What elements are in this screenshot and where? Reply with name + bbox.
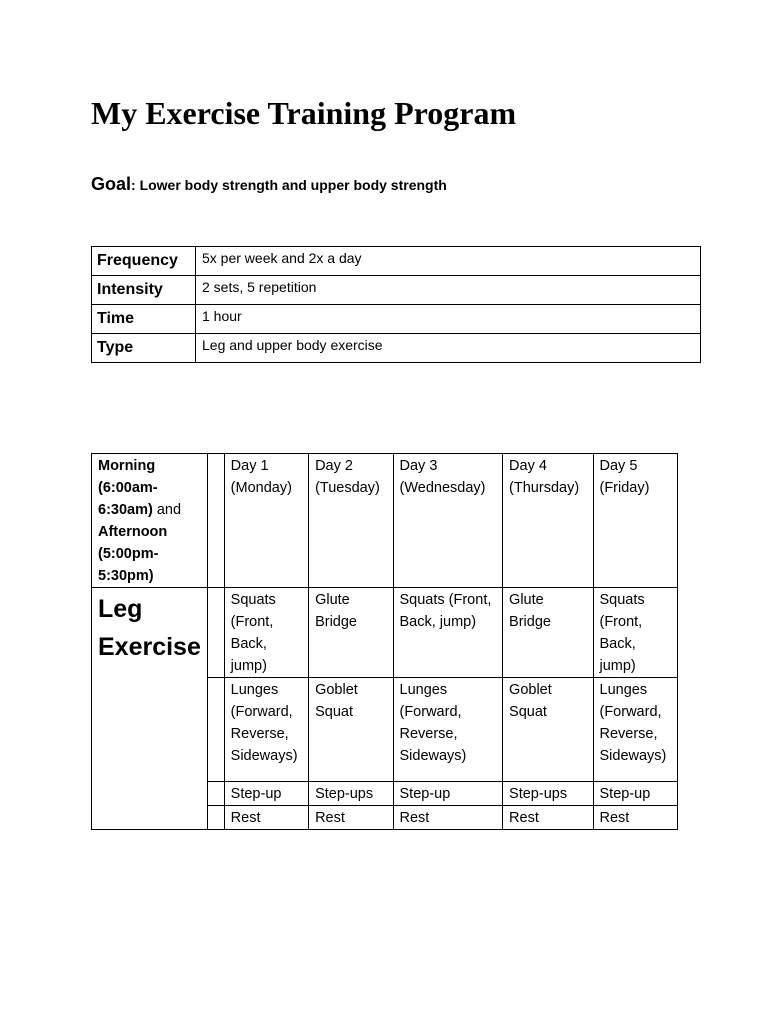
day-header — [393, 454, 503, 588]
summary-row — [92, 334, 701, 363]
summary-value: 1 hour — [196, 305, 701, 334]
exercise-cell: Lunges (Forward, Reverse, Sideways) — [593, 678, 678, 782]
exercise-cell: Lunges (Forward, Reverse, Sideways) — [224, 678, 308, 782]
day-name: (Friday) — [599, 480, 650, 496]
exercise-row — [92, 588, 678, 678]
exercise-cell: Rest — [224, 806, 308, 830]
spacer-cell — [207, 454, 224, 588]
day-header — [593, 454, 678, 588]
category-label: Leg Exercise — [92, 588, 208, 830]
exercise-cell: Step-up — [593, 782, 678, 806]
and-label: and — [152, 502, 182, 518]
goal-line — [91, 174, 447, 195]
exercise-cell: Glute Bridge — [503, 588, 593, 678]
day-number: Day 4 — [509, 458, 547, 474]
day-name: (Wednesday) — [399, 480, 486, 496]
day-name: (Tuesday) — [315, 480, 380, 496]
day-number: Day 3 — [399, 458, 438, 474]
day-number: Day 2 — [315, 458, 353, 474]
spacer-cell — [207, 588, 224, 678]
session-times-cell — [92, 454, 208, 588]
summary-table — [91, 246, 701, 363]
exercise-cell: Squats (Front, Back, jump) — [393, 588, 503, 678]
spacer-cell — [207, 782, 224, 806]
summary-key: Type — [92, 334, 196, 363]
exercise-cell: Goblet Squat — [503, 678, 593, 782]
day-number: Day 1 — [230, 458, 269, 474]
day-name: (Thursday) — [509, 480, 580, 496]
summary-value: Leg and upper body exercise — [196, 334, 701, 363]
day-header — [224, 454, 308, 588]
morning-label: Morning (6:00am-6:30am) — [98, 458, 158, 518]
summary-row — [92, 305, 701, 334]
exercise-cell: Step-ups — [503, 782, 593, 806]
day-header — [503, 454, 593, 588]
exercise-cell: Goblet Squat — [309, 678, 393, 782]
goal-label: Goal — [91, 174, 132, 194]
exercise-cell: Squats (Front, Back, jump) — [593, 588, 678, 678]
exercise-cell: Rest — [503, 806, 593, 830]
schedule-table — [91, 453, 678, 830]
summary-key: Intensity — [92, 276, 196, 305]
exercise-cell: Rest — [393, 806, 503, 830]
day-number: Day 5 — [599, 458, 638, 474]
exercise-cell: Step-up — [224, 782, 308, 806]
exercise-cell: Step-up — [393, 782, 503, 806]
day-header — [309, 454, 393, 588]
summary-value: 5x per week and 2x a day — [196, 247, 701, 276]
exercise-cell: Squats (Front, Back, jump) — [224, 588, 308, 678]
goal-text: : Lower body strength and upper body strength — [131, 177, 447, 193]
day-name: (Monday) — [230, 480, 292, 496]
summary-key: Frequency — [92, 247, 196, 276]
exercise-cell: Rest — [309, 806, 393, 830]
summary-key: Time — [92, 305, 196, 334]
spacer-cell — [207, 806, 224, 830]
exercise-cell: Glute Bridge — [309, 588, 393, 678]
afternoon-label: Afternoon (5:00pm-5:30pm) — [98, 524, 168, 584]
spacer-cell — [207, 678, 224, 782]
summary-value: 2 sets, 5 repetition — [196, 276, 701, 305]
summary-row — [92, 247, 701, 276]
exercise-cell: Step-ups — [309, 782, 393, 806]
summary-row — [92, 276, 701, 305]
page-title: My Exercise Training Program — [91, 95, 517, 131]
exercise-cell: Lunges (Forward, Reverse, Sideways) — [393, 678, 503, 782]
exercise-cell: Rest — [593, 806, 678, 830]
schedule-header-row — [92, 454, 678, 588]
